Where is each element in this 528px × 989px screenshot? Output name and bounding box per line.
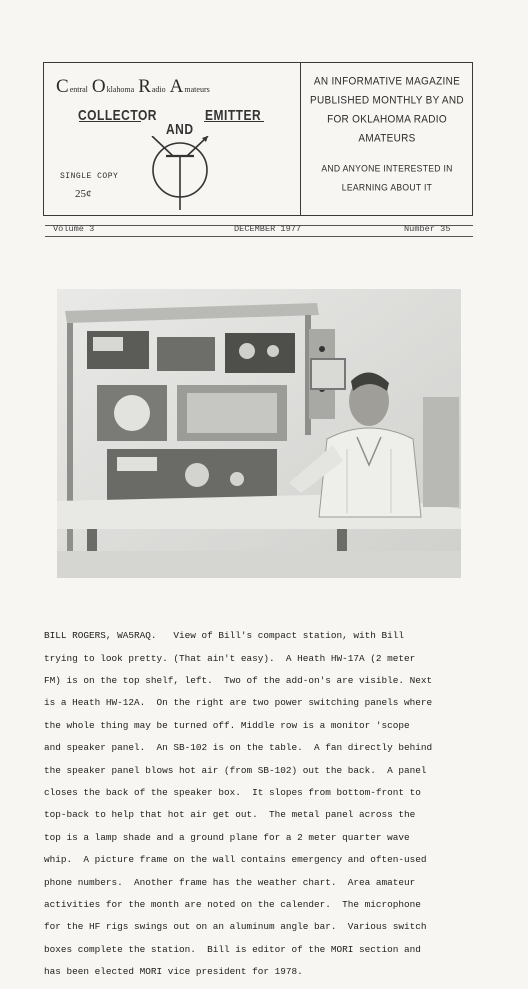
caption-line: the whole thing may be turned off. Middle row is a monitor 'scope	[44, 719, 410, 731]
caption-line: trying to look pretty. (That ain't easy). A Heath HW-17A (2 meter	[44, 652, 416, 664]
org-word-amateurs: mateurs	[184, 85, 210, 94]
org-word-oklahoma: klahoma	[106, 85, 135, 94]
org-initial-c: C	[56, 76, 69, 97]
caption-line: BILL ROGERS, WA5RAQ. View of Bill's compact station, with Bill	[44, 630, 405, 642]
caption-line: the speaker panel blows hot air (from SB-102) out the back. A panel	[44, 764, 427, 776]
caption-line: has been elected MORI vice president for 1978.	[44, 966, 303, 978]
org-initial-o: O	[91, 76, 106, 97]
issue-bar-bottom-rule	[45, 236, 473, 237]
title-underline-right	[204, 121, 264, 122]
station-photo	[57, 289, 461, 578]
org-initial-a: A	[169, 76, 184, 97]
organization-name	[56, 76, 296, 98]
issue-date: DECEMBER 1977	[234, 224, 302, 234]
masthead-divider	[300, 62, 301, 216]
caption-line: closes the back of the speaker box. It slopes from bottom-front to	[44, 787, 421, 799]
tagline-line-3: FOR OKLAHOMA RADIO	[327, 113, 447, 126]
caption-line: and speaker panel. An SB-102 is on the table. A fan directly behind	[44, 742, 433, 754]
caption-line: phone numbers. Another frame has the weather chart. Area amateur	[44, 876, 416, 888]
tagline-line-6: LEARNING ABOUT IT	[341, 181, 433, 193]
volume-label: Volume 3	[53, 224, 95, 234]
tagline-line-2: PUBLISHED MONTHLY BY AND	[310, 94, 464, 107]
single-copy-label: SINGLE COPY	[60, 172, 119, 181]
tagline	[303, 72, 471, 197]
title-and: AND	[166, 120, 194, 138]
tagline-line-4: AMATEURS	[358, 132, 416, 145]
transistor-symbol-icon	[140, 136, 220, 212]
title-emitter: EMITTER	[205, 106, 262, 124]
caption-line: top is a lamp shade and a ground plane for a 2 meter quarter wave	[44, 831, 410, 843]
caption-line: top-back to help that hot air get out. The metal panel across the	[44, 809, 416, 821]
caption-line: is a Heath HW-12A. On the right are two power switching panels where	[44, 697, 433, 709]
caption-line: FM) is on the top shelf, left. Two of the add-on's are visible. Next	[44, 675, 433, 687]
tagline-spacer	[303, 148, 471, 159]
org-word-central: entral	[69, 85, 88, 94]
org-initial-r: R	[138, 76, 151, 97]
caption-line: for the HF rigs swings out on an aluminum angle bar. Various switch	[44, 921, 427, 933]
caption-line: activities for the month are noted on the calender. The microphone	[44, 899, 421, 911]
tagline-line-5: AND ANYONE INTERESTED IN	[321, 162, 453, 174]
title-collector: COLLECTOR	[78, 106, 157, 124]
issue-number: Number 35	[404, 224, 451, 234]
org-word-radio: adio	[151, 85, 166, 94]
caption-line: whip. A picture frame on the wall contains emergency and often-used	[44, 854, 427, 866]
tagline-line-1: AN INFORMATIVE MAGAZINE	[313, 75, 461, 88]
caption-line: boxes complete the station. Bill is editor of the MORI section and	[44, 943, 421, 955]
photo-caption	[44, 619, 484, 989]
title-underline-left	[79, 121, 141, 122]
price: 25¢	[75, 188, 92, 200]
